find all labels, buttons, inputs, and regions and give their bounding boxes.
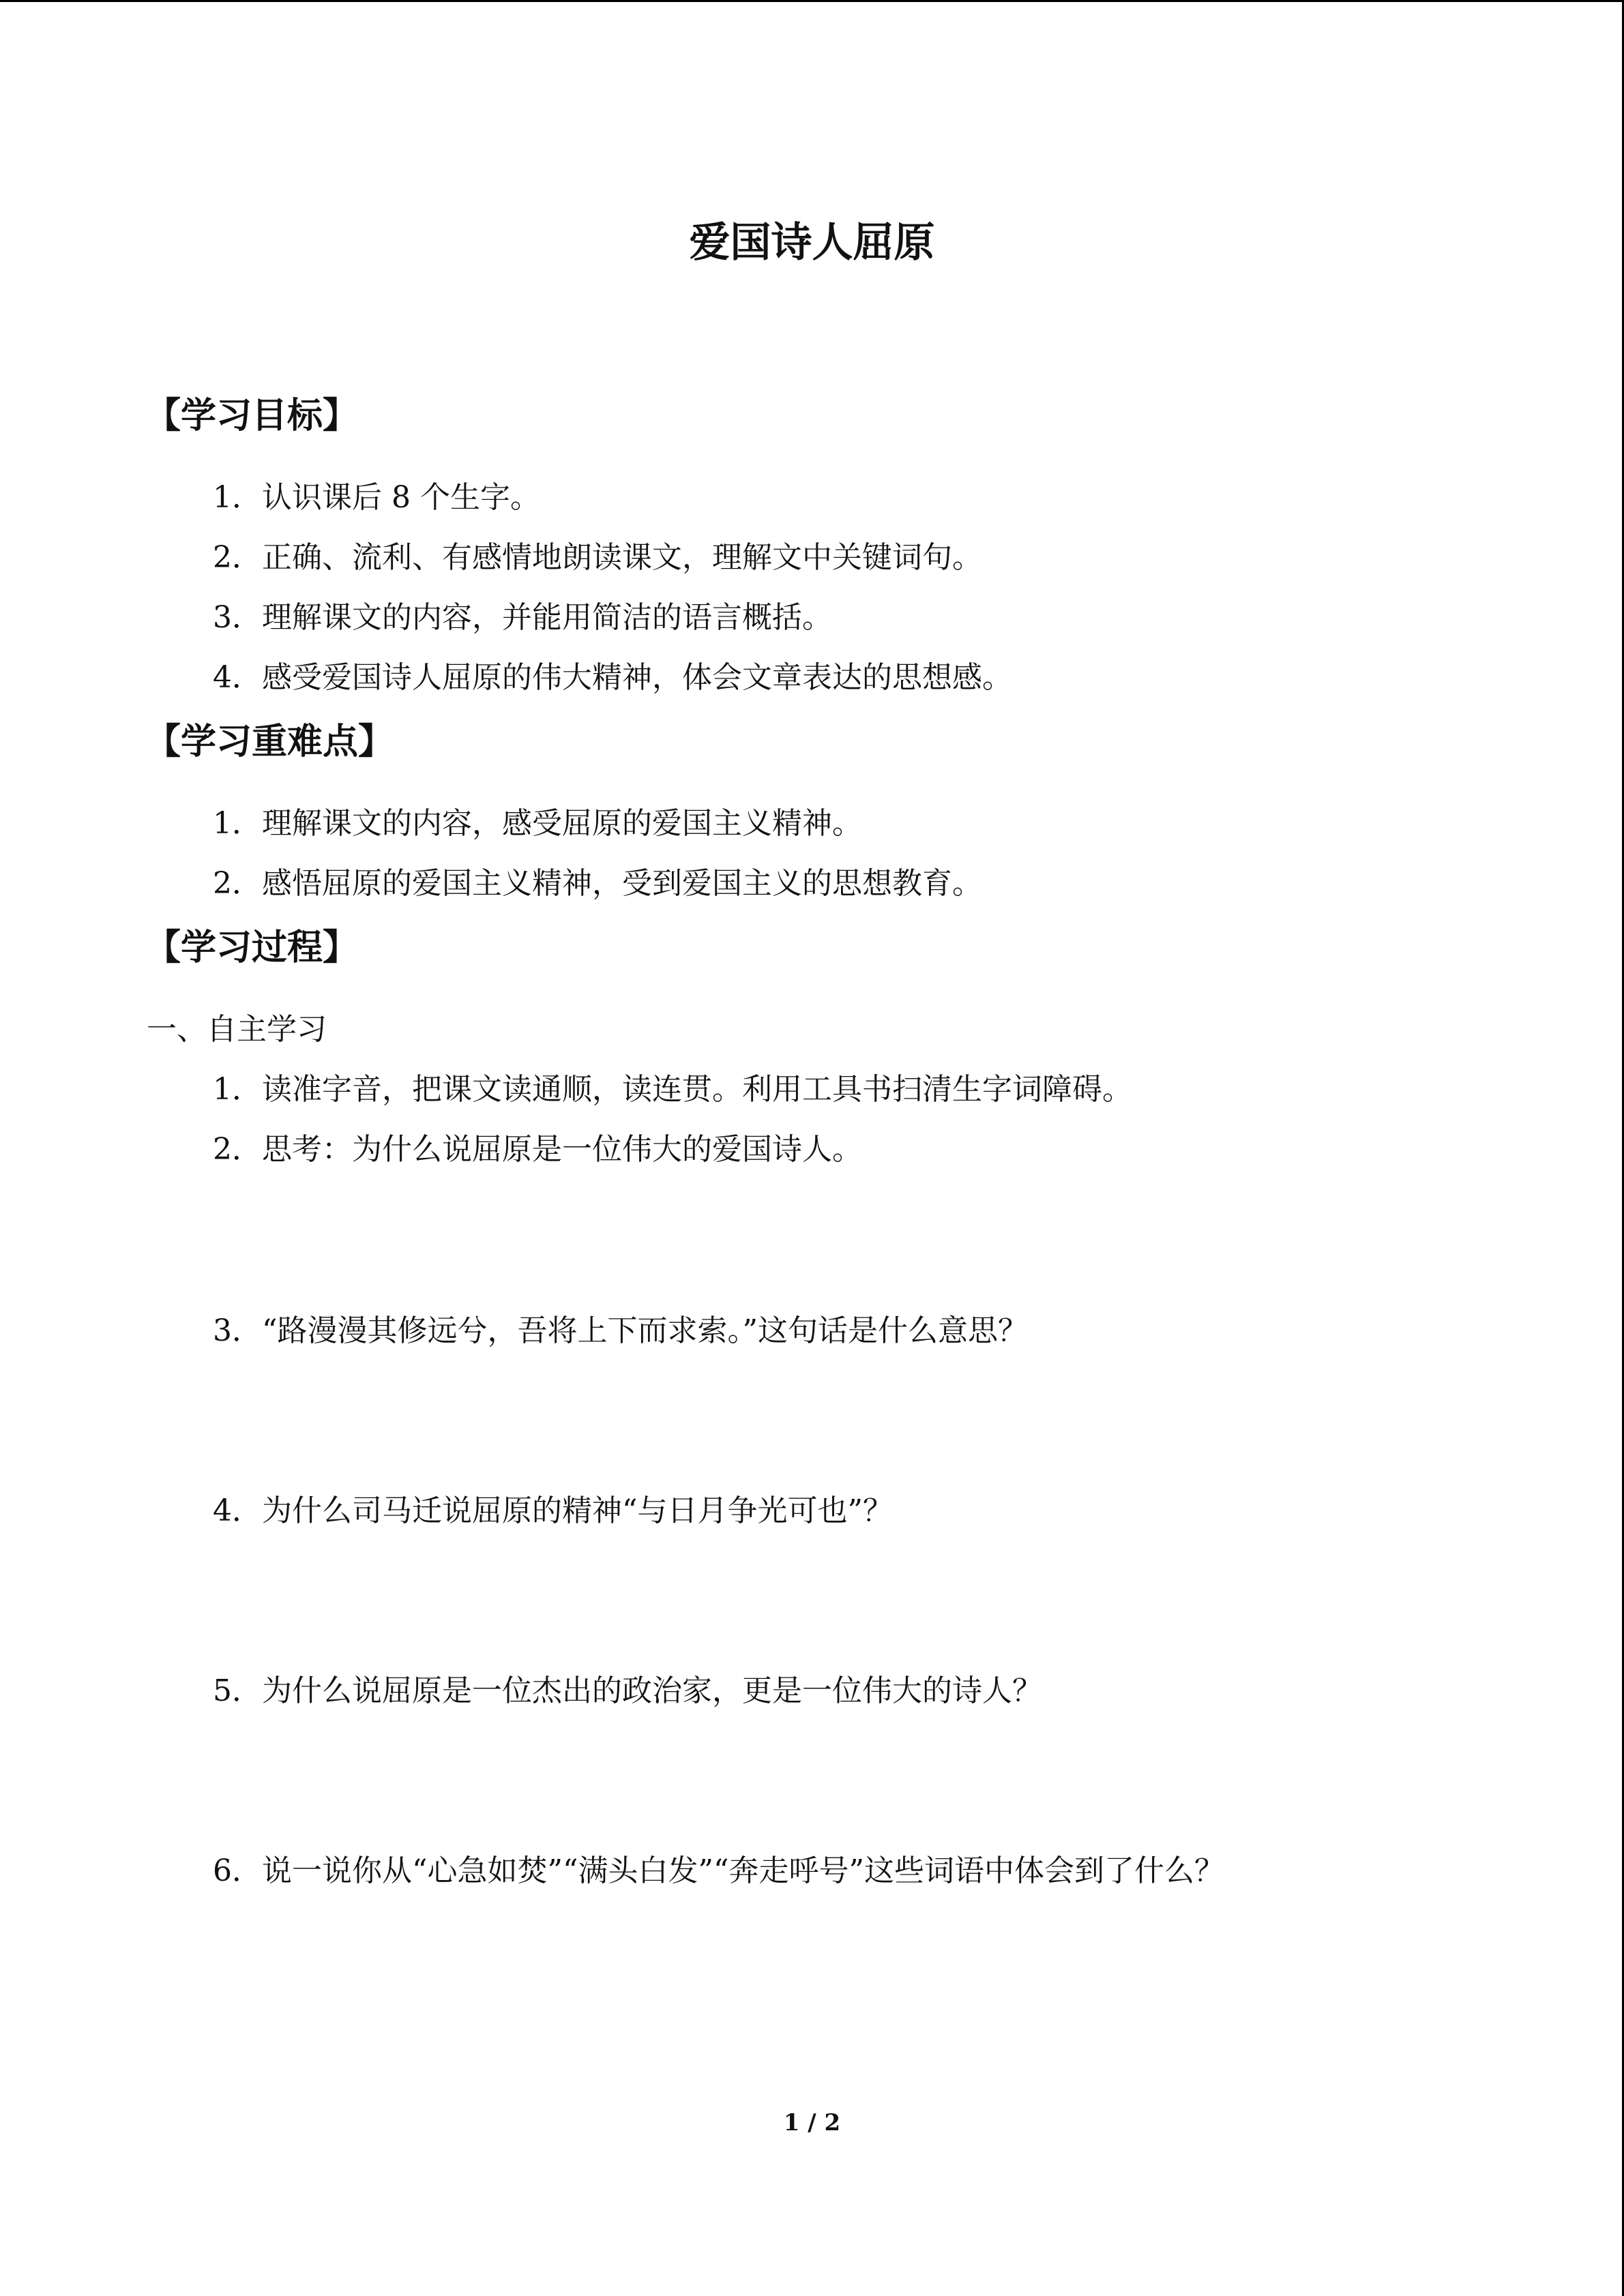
process-item-5: 5．为什么说屈原是一位杰出的政治家，更是一位伟大的诗人？: [213, 1673, 1042, 1708]
process-item-2: 2．思考：为什么说屈原是一位伟大的爱国诗人。: [213, 1132, 862, 1167]
objective-item-3: 3．理解课文的内容，并能用简洁的语言概括。: [213, 600, 832, 635]
key-points-heading: 【学习重难点】: [145, 721, 394, 762]
objective-item-2: 2．正确、流利、有感情地朗读课文，理解文中关键词句。: [213, 540, 982, 575]
objective-item-1: 1．认识课后 8 个生字。: [213, 480, 540, 515]
process-item-6: 6．说一说你从“心急如焚”“满头白发”“奔走呼号”这些词语中体会到了什么？: [213, 1853, 1224, 1888]
objective-item-4: 4．感受爱国诗人屈原的伟大精神，体会文章表达的思想感。: [213, 660, 1012, 695]
key-point-item-2: 2．感悟屈原的爱国主义精神，受到爱国主义的思想教育。: [213, 866, 982, 901]
objectives-heading: 【学习目标】: [145, 396, 359, 436]
process-heading: 【学习过程】: [145, 927, 359, 968]
page-number: 1 / 2: [783, 2109, 841, 2136]
key-point-item-1: 1．理解课文的内容，感受屈原的爱国主义精神。: [213, 806, 862, 841]
page-title: 爱国诗人屈原: [689, 219, 935, 267]
process-item-4: 4．为什么司马迁说屈原的精神“与日月争光可也”？: [213, 1493, 893, 1528]
process-item-3: 3．“路漫漫其修远兮，吾将上下而求索。”这句话是什么意思？: [213, 1313, 1028, 1348]
process-item-1: 1．读准字音，把课文读通顺，读连贯。利用工具书扫清生字词障碍。: [213, 1072, 1132, 1107]
self-study-label: 一、自主学习: [147, 1012, 327, 1047]
